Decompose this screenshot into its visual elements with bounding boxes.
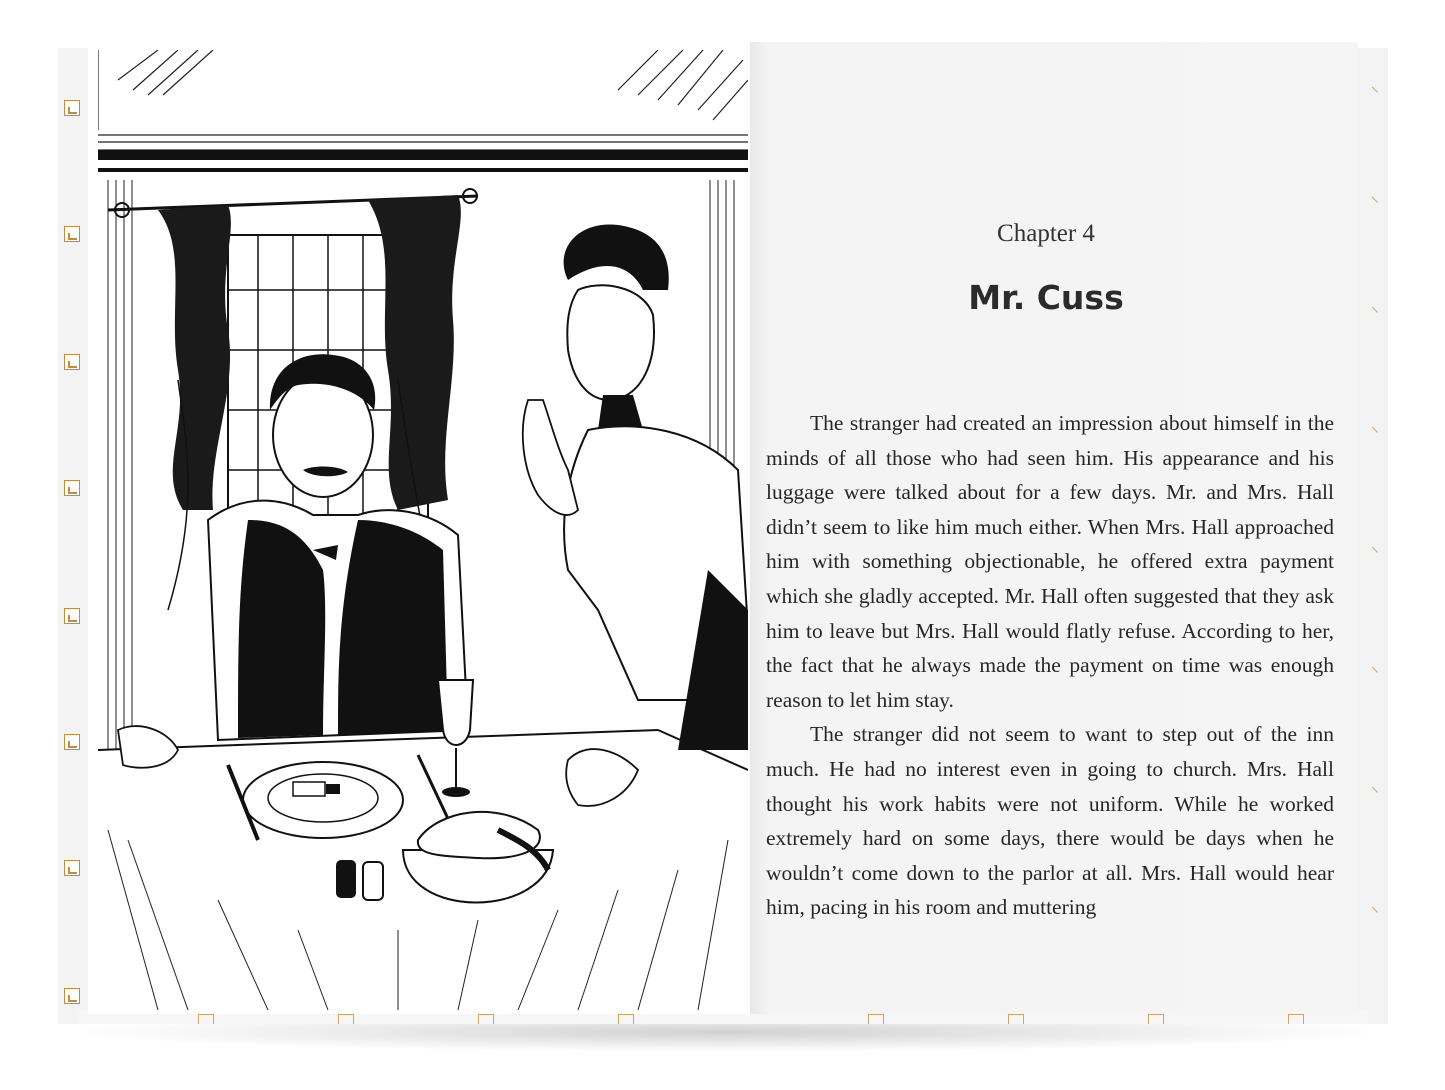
paragraph: The stranger did not seem to want to step out of the inn much. He had no interest even in going to church. Mrs. Hall thought his work habits were not uniform. While he worked extremely hard on some days, there would be days when he wouldn’t come down to the parlor at all. Mrs. Hall would hear him, pacing in his room and muttering (766, 722, 1334, 920)
cover-right-edge (1357, 48, 1388, 1024)
pattern-tick-icon (1366, 546, 1378, 558)
pattern-tick-icon (1366, 196, 1378, 208)
ink-illustration-icon (98, 50, 748, 1010)
chapter-title: Mr. Cuss (968, 278, 1124, 317)
pattern-mark-icon (64, 226, 80, 242)
pattern-square-icon (1288, 1014, 1304, 1024)
pattern-tick-icon (1366, 426, 1378, 438)
cover-left-edge (58, 48, 89, 1024)
pattern-mark-icon (64, 354, 80, 370)
pattern-mark-icon (64, 734, 80, 750)
pattern-square-icon (338, 1014, 354, 1024)
pattern-tick-icon (1366, 906, 1378, 918)
pattern-mark-icon (64, 608, 80, 624)
open-book (58, 42, 1388, 1024)
paragraph: The stranger had created an impression about himself in the minds of all those who had seen him. His appearance and his luggage were talked about for a few days. Mr. and Mrs. Hall didn’t seem to like him much either. When Mrs. Hall approached him with something objectionable, he offered extra payment which she gladly accepted. Mr. Hall often suggested that they ask him to leave but Mrs. Hall would flatly refuse. According to her, the fact that he always made the payment on time was enough reason to let him stay. (766, 411, 1334, 712)
pattern-square-icon (198, 1014, 214, 1024)
right-page (750, 42, 1358, 1014)
pattern-mark-icon (64, 100, 80, 116)
pattern-square-icon (478, 1014, 494, 1024)
pattern-tick-icon (1366, 306, 1378, 318)
pattern-tick-icon (1366, 666, 1378, 678)
left-page (88, 42, 751, 1014)
chapter-body (766, 406, 1334, 925)
pattern-mark-icon (64, 480, 80, 496)
chapter-number: Chapter 4 (997, 220, 1095, 247)
pattern-mark-icon (64, 988, 80, 1004)
pattern-square-icon (618, 1014, 634, 1024)
pattern-square-icon (868, 1014, 884, 1024)
pattern-tick-icon (1366, 86, 1378, 98)
pattern-square-icon (1008, 1014, 1024, 1024)
pattern-mark-icon (64, 860, 80, 876)
pattern-tick-icon (1366, 786, 1378, 798)
pattern-square-icon (1148, 1014, 1164, 1024)
